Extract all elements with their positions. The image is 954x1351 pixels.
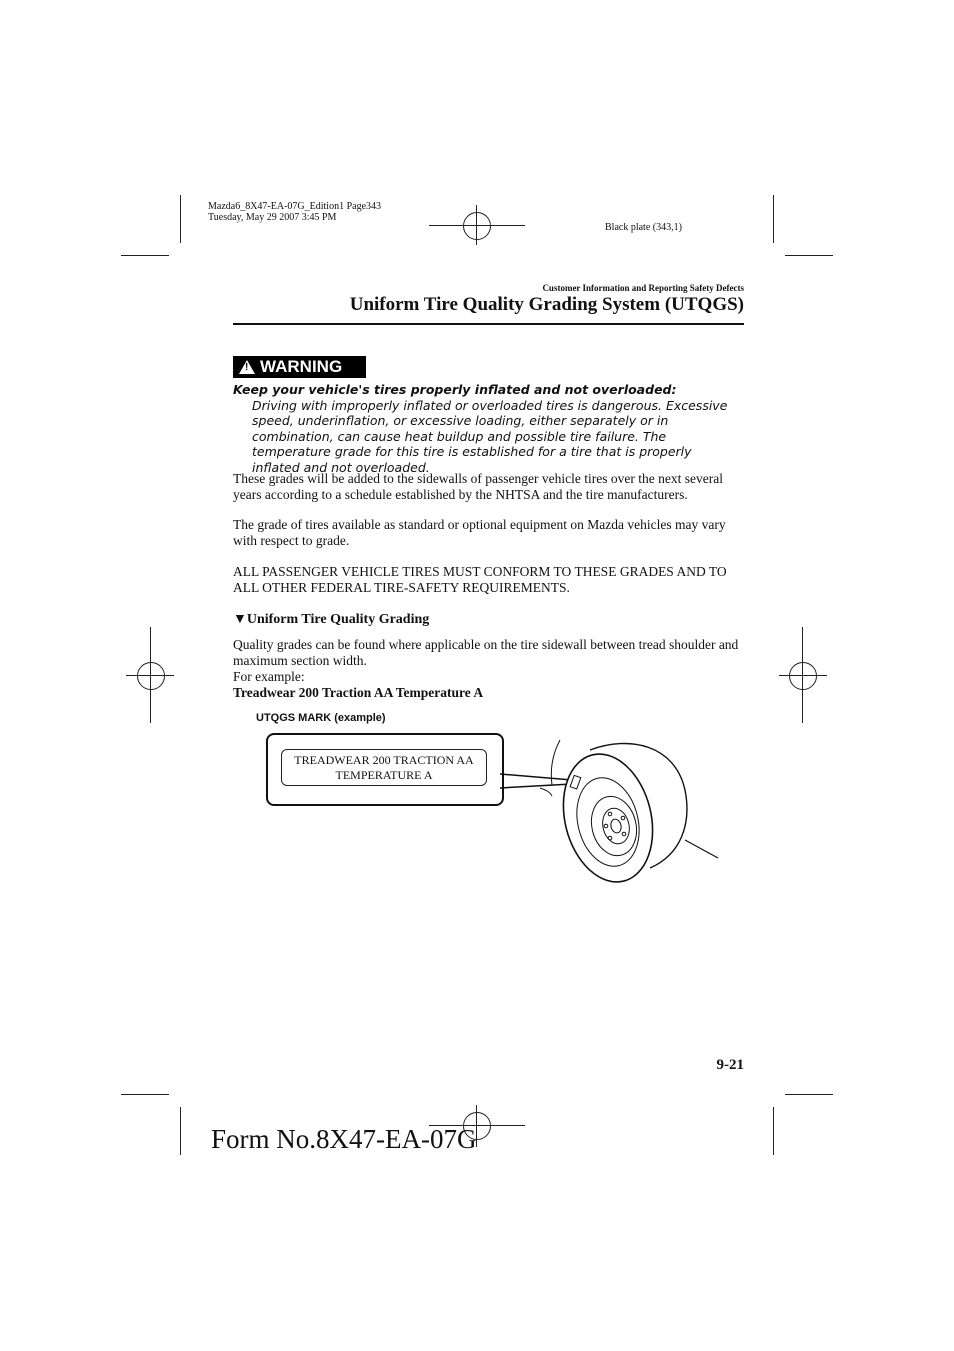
figure-caption: UTQGS MARK (example) — [256, 712, 386, 724]
example-bold: Treadwear 200 Traction AA Temperature A — [233, 685, 484, 700]
callout-line-2: TEMPERATURE A — [335, 768, 433, 782]
title-rule — [233, 323, 744, 325]
paragraph-2: The grade of tires available as standard or optional equipment on Mazda vehicles may vary with respect to grade. — [233, 517, 726, 548]
utqgs-callout — [266, 733, 504, 806]
warning-triangle-icon: ! — [239, 360, 255, 374]
paragraph-1: These grades will be added to the sidewalls of passenger vehicle tires over the next several years according to a schedule established by the NHTSA and the tire manufacturers. — [233, 471, 723, 502]
warning-label: WARNING — [260, 357, 343, 376]
warning-body: Driving with improperly inflated or overloaded tires is dangerous. Excessive speed, underinflation, or excessive loading, either separately or in combination, can cause heat buildup and possible tire failure. The temperature grade for this tire is established for a tire that is properly inflated and not overloaded. — [252, 397, 728, 475]
form-number: Form No.8X47-EA-07G — [211, 1124, 477, 1154]
warning-banner — [233, 356, 366, 378]
subsection-text — [233, 637, 744, 701]
utqgs-mark-label — [281, 749, 487, 786]
print-header — [208, 201, 381, 223]
triangle-down-icon: ▼ — [233, 612, 247, 627]
subsection-body: Quality grades can be found where applicable on the tire sidewall between tread shoulder and maximum section width. — [233, 637, 739, 668]
page-title: Uniform Tire Quality Grading System (UTQGS) — [349, 294, 744, 315]
paragraph-3: ALL PASSENGER VEHICLE TIRES MUST CONFORM TO THESE GRADES AND TO ALL OTHER FEDERAL TIRE-SAFETY REQUIREMENTS. — [233, 564, 727, 595]
print-header-line2: Tuesday, May 29 2007 3:45 PM — [208, 212, 337, 223]
callout-line-1: TREADWEAR 200 TRACTION AA — [294, 753, 474, 767]
tire-illustration — [480, 730, 730, 890]
subsection-heading-text: Uniform Tire Quality Grading — [246, 612, 430, 627]
warning-text — [233, 382, 744, 475]
warning-lead: Keep your vehicle's tires properly inflated and not overloaded: — [233, 382, 677, 397]
section-label: Customer Information and Reporting Safety Defects — [542, 283, 744, 293]
subsection-heading — [233, 612, 429, 628]
print-header-line1: Mazda6_8X47-EA-07G_Edition1 Page343 — [208, 201, 382, 212]
plate-label: Black plate (343,1) — [605, 222, 682, 233]
page-number: 9-21 — [716, 1057, 744, 1073]
example-intro: For example: — [233, 669, 305, 684]
